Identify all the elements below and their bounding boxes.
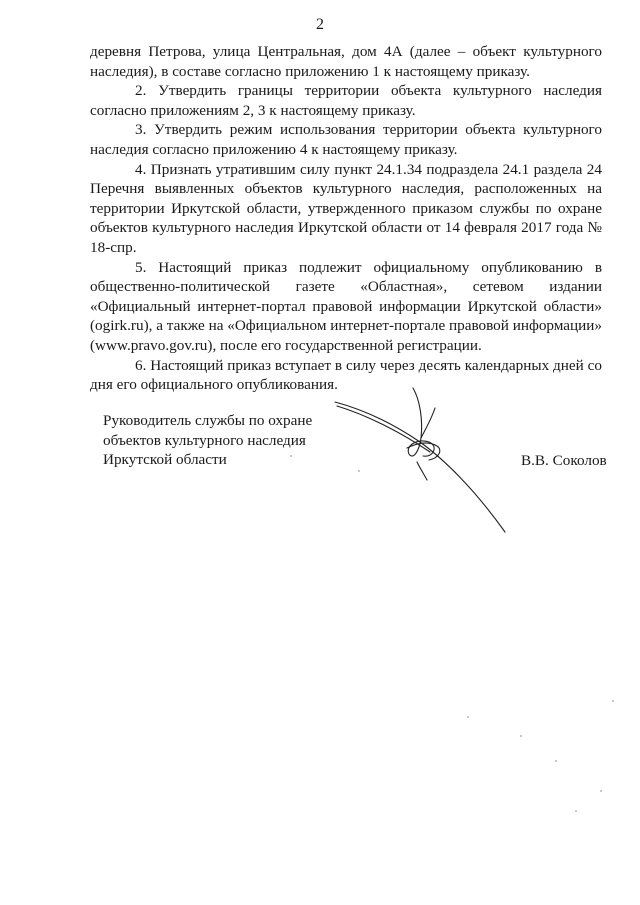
handwritten-signature [325, 380, 525, 540]
page-number: 2 [316, 16, 324, 33]
signatory-name: В.В. Соколов [521, 452, 607, 469]
paragraph-item-5: 5. Настоящий приказ подлежит официальному опубликованию в общественно-политической газете «Областная», сетевом издании «Официальный интернет-портал правовой информации Иркутской области» (ogirk.ru), а также на «Официальном интернет-портале правовой информации» (www.pravo.gov.ru), после его государственной регистрации. [90, 258, 602, 354]
paragraph-item-6: 6. Настоящий приказ вступает в силу через десять календарных дней со дня его официального опубликования. [90, 356, 602, 394]
paragraph-item-3: 3. Утвердить режим использования территории объекта культурного наследия согласно приложению 4 к настоящему приказу. [90, 121, 602, 158]
signatory-position [103, 411, 343, 470]
signatory-position-line: Иркутской области [103, 451, 227, 469]
signatory-position-line: объектов культурного наследия [103, 431, 306, 449]
paragraph-continuation: деревня Петрова, улица Центральная, дом 4А (далее – объект культурного наследия), в составе согласно приложению 1 к настоящему приказу. [90, 43, 602, 80]
paragraph-item-2: 2. Утвердить границы территории объекта культурного наследия согласно приложениям 2, 3 к настоящему приказу. [90, 82, 602, 119]
paragraph-item-4: 4. Признать утратившим силу пункт 24.1.34 подраздела 24.1 раздела 24 Перечня выявленных объектов культурного наследия, расположенных на территории Иркутской области, утвержденного приказом службы по охране объектов культурного наследия Иркутской области от 14 февраля 2017 года № 18-спр. [90, 160, 602, 256]
document-body [90, 42, 602, 395]
signatory-position-line: Руководитель службы по охране [103, 412, 313, 429]
